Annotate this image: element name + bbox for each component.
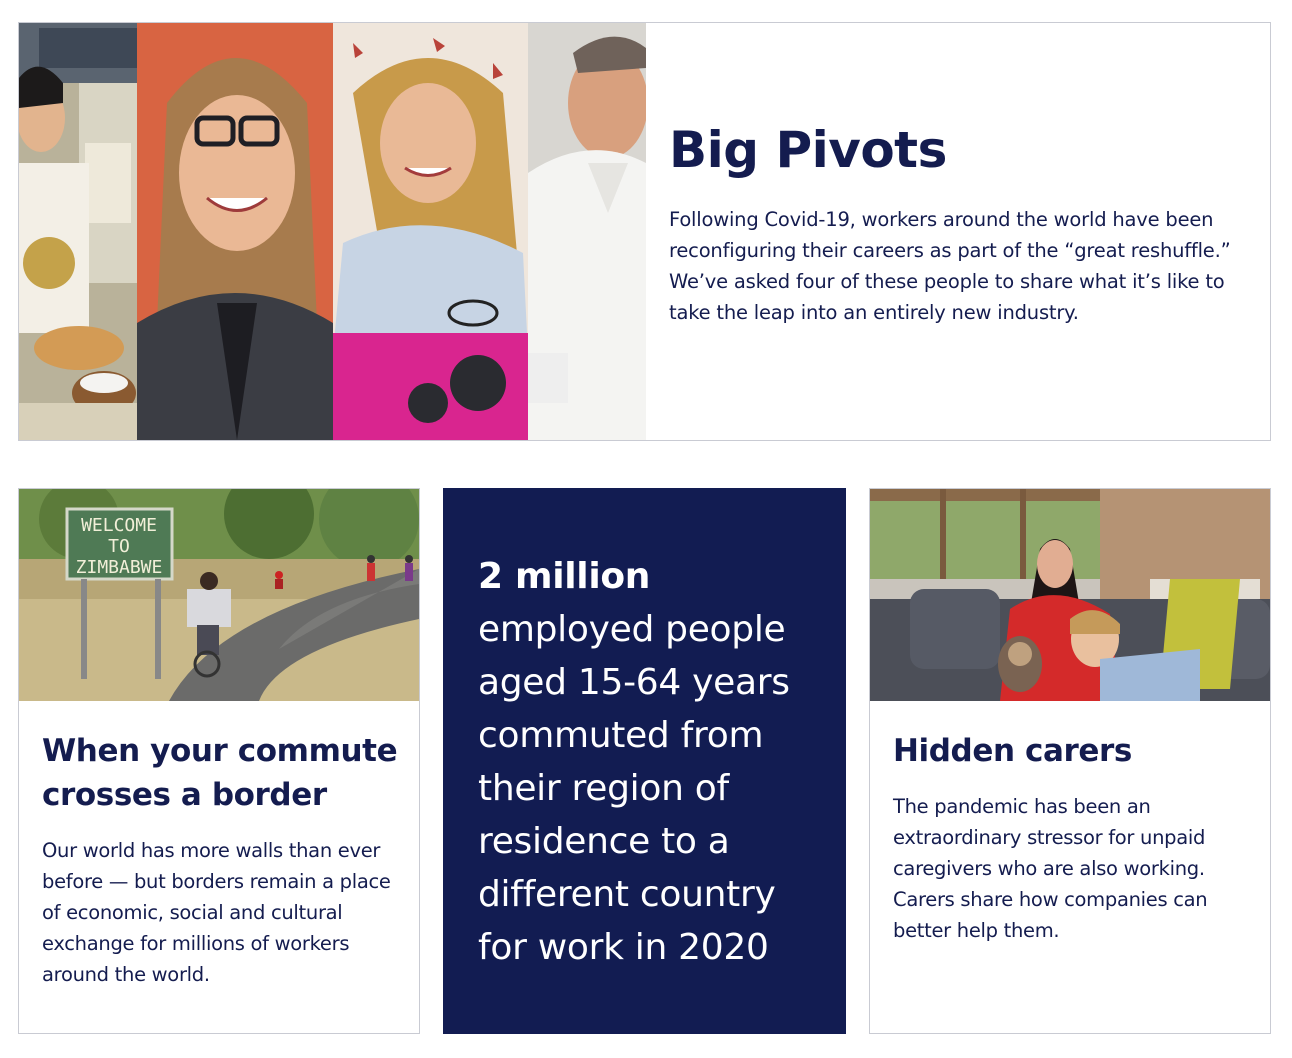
statistic-number: 2 million: [478, 556, 651, 597]
woman-headphones-photo: [333, 23, 528, 440]
sign-zimbabwe: ZIMBABWE: [75, 557, 163, 578]
commute-border-card[interactable]: [18, 488, 420, 1034]
mother-daughter-sofa-photo: [870, 489, 1270, 701]
sign-to: TO: [108, 536, 130, 557]
feature-description: Following Covid-19, workers around the world have been reconfiguring their careers as part of the “great reshuffle.” We’ve asked four of these people to share what it’s like to take the leap into an entirely new industry.: [669, 208, 1231, 324]
feature-text: [669, 123, 1239, 328]
carers-card-title[interactable]: Hidden carers: [893, 733, 1132, 769]
commute-card-description: Our world has more walls than ever before — but borders remain a place of economic, social and cultural exchange for millions of workers around the world.: [42, 839, 391, 986]
baker-photo: [19, 23, 137, 440]
photo-collage: [19, 23, 646, 440]
feature-title[interactable]: Big Pivots: [669, 121, 947, 179]
statistic-description: employed people aged 15-64 years commuted from their region of residence to a different country for work in 2020: [478, 609, 790, 968]
man-shirt-photo: [528, 23, 646, 440]
hidden-carers-card[interactable]: [869, 488, 1271, 1034]
carers-card-description: The pandemic has been an extraordinary stressor for unpaid caregivers who are also working. Carers share how companies can better help them.: [893, 795, 1208, 942]
woman-glasses-photo: [137, 23, 333, 440]
zimbabwe-road-photo: [19, 489, 419, 701]
commute-card-title[interactable]: When your commute crosses a border: [42, 733, 398, 813]
big-pivots-card[interactable]: [18, 22, 1271, 441]
sign-welcome: WELCOME: [81, 515, 157, 536]
commuter-statistic-panel: [443, 488, 846, 1034]
